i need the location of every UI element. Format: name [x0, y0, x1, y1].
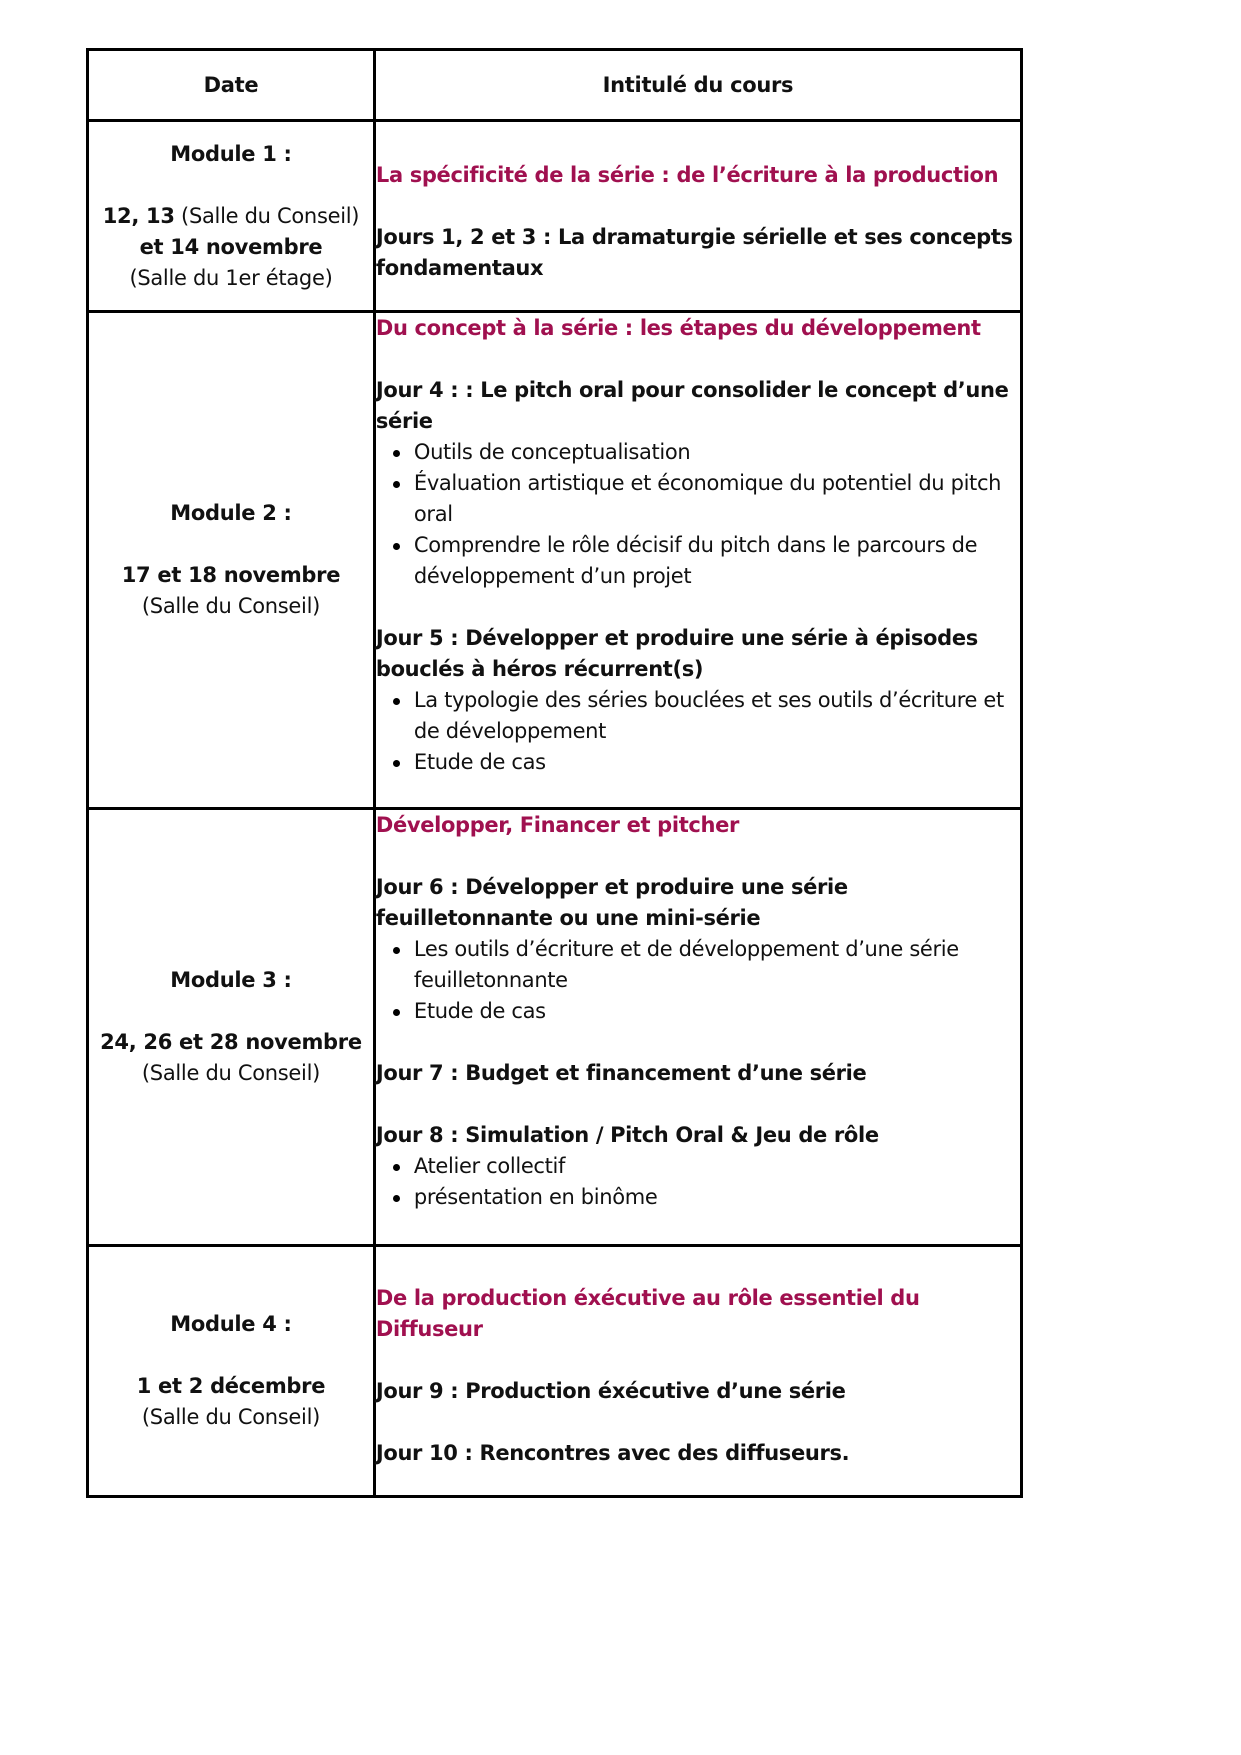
spacer: [89, 996, 373, 1027]
day-heading: Jour 10 : Rencontres avec des diffuseurs.: [375, 1441, 850, 1465]
date-days: et 14 novembre: [139, 234, 323, 259]
date-room: (Salle du Conseil): [141, 1061, 321, 1085]
spacer: [89, 1340, 373, 1371]
date-line: [89, 1402, 373, 1433]
topic-list-item: Etude de cas: [414, 996, 1020, 1027]
topic-list-item: Atelier collectif: [414, 1151, 1020, 1182]
spacer: [376, 1089, 1020, 1120]
header-date: Date: [88, 50, 375, 121]
date-line: [89, 1027, 373, 1058]
topic-list-item: Outils de conceptualisation: [414, 437, 1020, 468]
day-topics-list: [376, 934, 1020, 1027]
header-course-title: Intitulé du cours: [374, 50, 1021, 121]
spacer: [89, 529, 373, 560]
day-heading: Jour 8 : Simulation / Pitch Oral & Jeu de rôle: [375, 1123, 879, 1147]
date-line: [89, 201, 373, 232]
module-row: [88, 121, 1022, 312]
spacer: [376, 191, 1020, 222]
date-days: 24, 26 et 28 novembre: [100, 1030, 362, 1054]
module-label: Module 3 :: [170, 968, 292, 992]
module-row: [88, 809, 1022, 1246]
module-title: Développer, Financer et pitcher: [375, 813, 739, 837]
date-days: 12, 13: [102, 203, 175, 228]
spacer: [89, 170, 373, 201]
module-label: Module 4 :: [170, 1312, 292, 1336]
date-line: [89, 591, 373, 622]
table-header-row: [88, 50, 1022, 121]
date-room: (Salle du Conseil): [141, 594, 321, 618]
day-heading: Jour 9 : Production éxécutive d’une série: [375, 1379, 846, 1403]
module-row: [88, 1246, 1022, 1497]
module-date-cell: [88, 312, 375, 809]
module-title: La spécificité de la série : de l’écriture à la production: [375, 163, 999, 187]
spacer: [376, 841, 1020, 872]
module-date-cell: [88, 1246, 375, 1497]
day-heading: Jour 7 : Budget et financement d’une série: [375, 1061, 867, 1085]
spacer: [376, 1407, 1020, 1438]
module-row: [88, 312, 1022, 809]
day-heading: Jour 4 : : Le pitch oral pour consolider le concept d’une série: [375, 378, 1009, 433]
date-line: [89, 1371, 373, 1402]
date-room: (Salle du Conseil): [174, 203, 360, 228]
date-room: (Salle du 1er étage): [129, 265, 333, 290]
spacer: [376, 1027, 1020, 1058]
topic-list-item: présentation en binôme: [414, 1182, 1020, 1213]
module-date-cell: [88, 121, 375, 312]
spacer: [376, 344, 1020, 375]
topic-list-item: Etude de cas: [414, 747, 1020, 778]
module-label: Module 2 :: [170, 501, 292, 525]
date-days: 1 et 2 décembre: [136, 1374, 326, 1398]
date-line: [89, 560, 373, 591]
topic-list-item: Comprendre le rôle décisif du pitch dans le parcours de développement d’un projet: [414, 530, 1020, 592]
spacer: [376, 1345, 1020, 1376]
module-title: Du concept à la série : les étapes du développement: [375, 316, 981, 340]
module-content-cell: [374, 809, 1021, 1246]
module-date-cell: [88, 809, 375, 1246]
module-label: Module 1 :: [170, 141, 292, 166]
module-content-cell: [374, 1246, 1021, 1497]
day-heading: Jour 5 : Développer et produire une série à épisodes bouclés à héros récurrent(s): [375, 626, 978, 681]
date-line: [89, 263, 373, 294]
course-schedule-table: [86, 48, 1023, 1498]
date-line: [89, 1058, 373, 1089]
module-content-cell: [374, 121, 1021, 312]
module-title: De la production éxécutive au rôle essentiel du Diffuseur: [375, 1286, 920, 1341]
module-content-cell: [374, 312, 1021, 809]
date-days: 17 et 18 novembre: [121, 563, 341, 587]
day-heading: Jours 1, 2 et 3 : La dramaturgie sérielle et ses concepts fondamentaux: [375, 225, 1013, 280]
topic-list-item: Les outils d’écriture et de développement d’une série feuilletonnante: [414, 934, 1020, 996]
date-line: [89, 232, 373, 263]
topic-list-item: Évaluation artistique et économique du potentiel du pitch oral: [414, 468, 1020, 530]
day-topics-list: [376, 685, 1020, 778]
day-topics-list: [376, 437, 1020, 592]
spacer: [376, 592, 1020, 623]
date-room: (Salle du Conseil): [141, 1405, 321, 1429]
topic-list-item: La typologie des séries bouclées et ses outils d’écriture et de développement: [414, 685, 1020, 747]
day-heading: Jour 6 : Développer et produire une série feuilletonnante ou une mini-série: [375, 875, 848, 930]
day-topics-list: [376, 1151, 1020, 1213]
